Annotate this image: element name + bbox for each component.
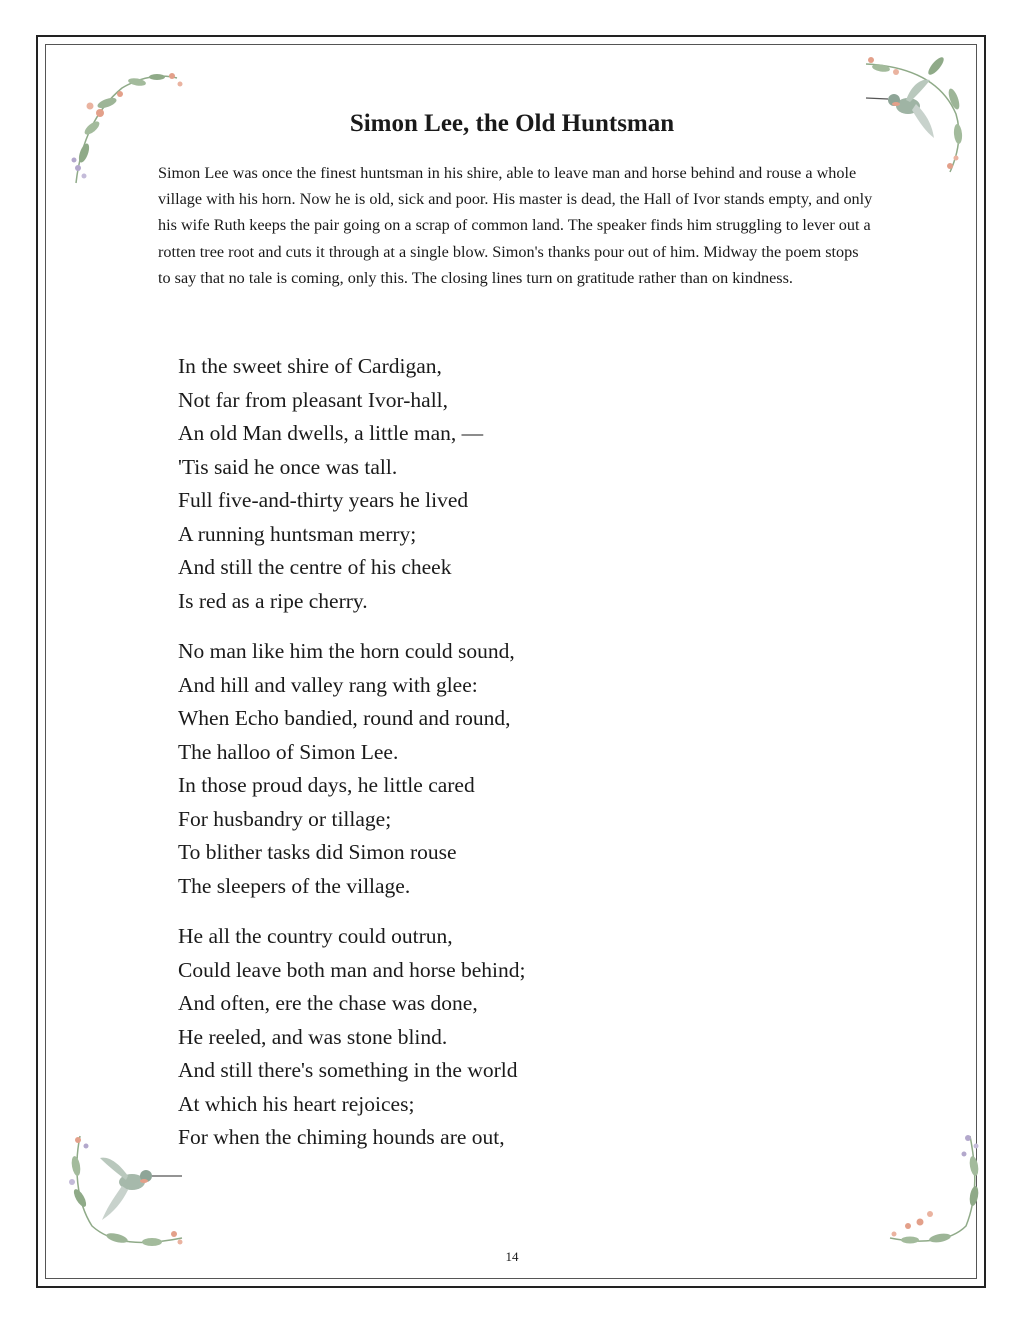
poem-line: And often, ere the chase was done, bbox=[178, 991, 478, 1015]
poem-line: An old Man dwells, a little man, — bbox=[178, 421, 484, 445]
poem-line: He all the country could outrun, bbox=[178, 924, 453, 948]
poem-line: In those proud days, he little cared bbox=[178, 773, 475, 797]
page-number: 14 bbox=[505, 1249, 519, 1264]
poem-line: Full five-and-thirty years he lived bbox=[178, 488, 469, 512]
poem-line: For when the chiming hounds are out, bbox=[178, 1125, 505, 1149]
poem-summary: Simon Lee was once the finest huntsman in his shire, able to leave man and horse behind and rouse a whole village with his horn. Now he is old, sick and poor. His master is dead, the Hall of Ivor stands empty, and only his wife Ruth keeps the pair going on a scrap of common land. The speaker finds him struggling to lever out a rotten tree root and cuts it through at a single blow. Simon's thanks pour out of him. Midway the poem stops to say that no tale is coming, only this. The closing lines turn on gratitude rather than on kindness. bbox=[158, 164, 873, 287]
poem-line: Could leave both man and horse behind; bbox=[178, 957, 526, 982]
poem-body bbox=[178, 350, 778, 1172]
poem-line: For husbandry or tillage; bbox=[178, 806, 392, 831]
poem-line: He reeled, and was stone blind. bbox=[178, 1024, 448, 1049]
hummingbird-floral-icon bbox=[62, 1126, 192, 1256]
poem-line: To blither tasks did Simon rouse bbox=[178, 840, 457, 864]
poem-line: In the sweet shire of Cardigan, bbox=[178, 354, 442, 378]
poem-line: And still there's something in the world bbox=[178, 1058, 518, 1082]
poem-line: And still the centre of his cheek bbox=[178, 555, 452, 579]
stanza bbox=[178, 350, 778, 618]
poem-line: A running huntsman merry; bbox=[178, 521, 417, 546]
poem-line: At which his heart rejoices; bbox=[178, 1091, 415, 1116]
poem-line: When Echo bandied, round and round, bbox=[178, 706, 511, 730]
poem-line: The halloo of Simon Lee. bbox=[178, 739, 399, 764]
poem-line: 'Tis said he once was tall. bbox=[178, 454, 398, 479]
poem-line: Not far from pleasant Ivor-hall, bbox=[178, 387, 449, 412]
poem-line: No man like him the horn could sound, bbox=[178, 639, 515, 663]
poem-line: And hill and valley rang with glee: bbox=[178, 672, 478, 697]
poem-line: The sleepers of the village. bbox=[178, 873, 411, 898]
stanza bbox=[178, 635, 778, 903]
floral-corner-icon bbox=[880, 1126, 1010, 1256]
stanza bbox=[178, 920, 778, 1155]
poem-line: Is red as a ripe cherry. bbox=[178, 588, 368, 613]
page-title: Simon Lee, the Old Huntsman bbox=[349, 110, 675, 137]
